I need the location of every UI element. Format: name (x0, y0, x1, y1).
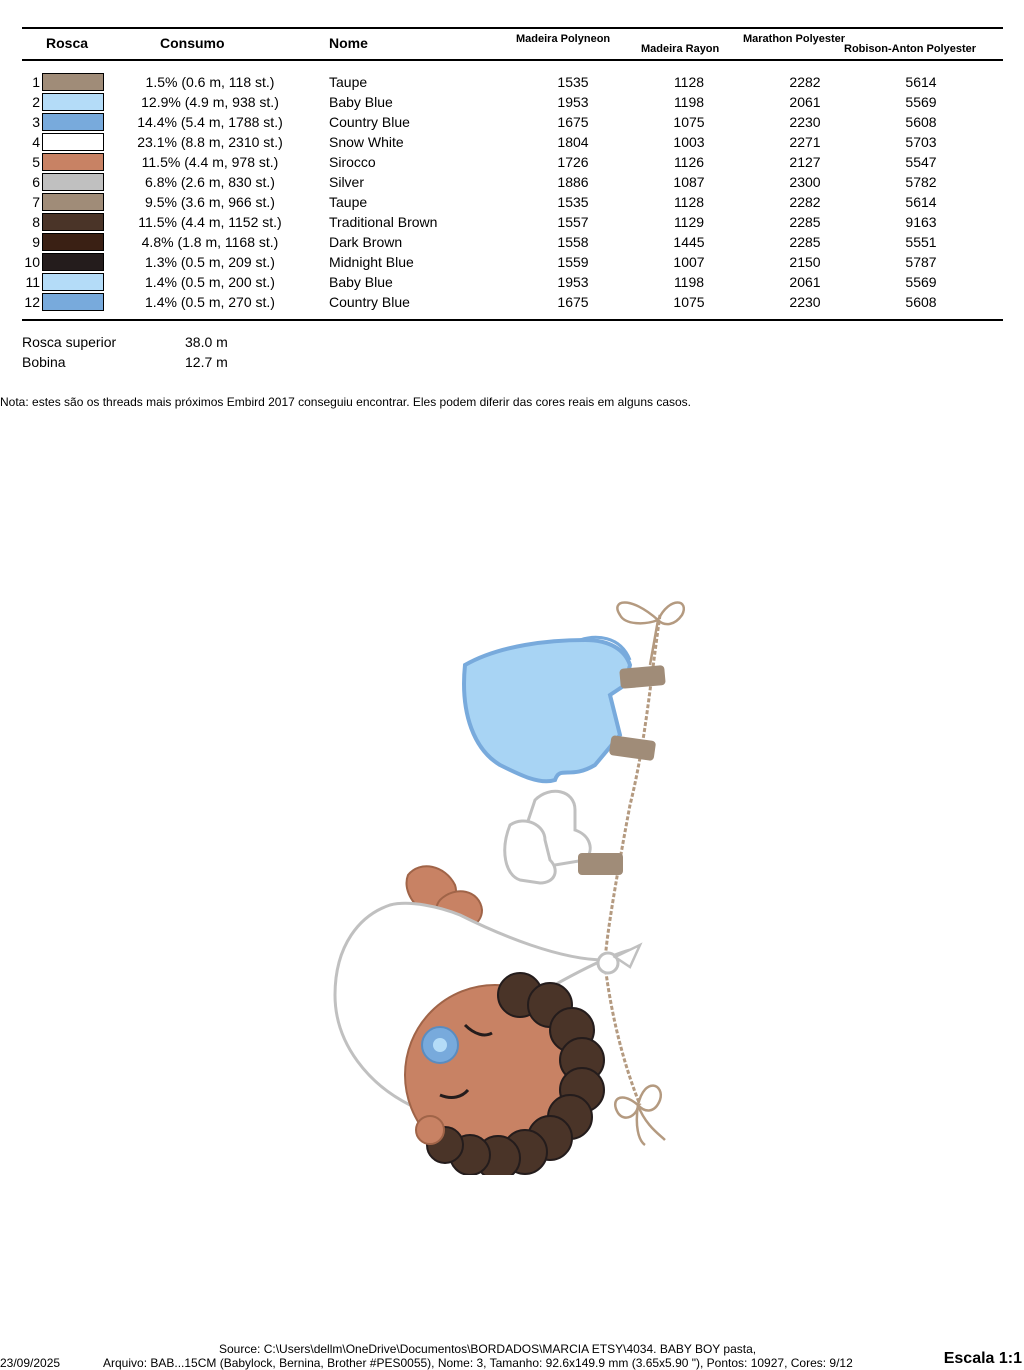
thread-color-swatch (42, 133, 104, 151)
thread-color-swatch (42, 173, 104, 191)
clothespin-1 (619, 665, 666, 689)
table-top-rule (22, 27, 1003, 29)
thread-consumo: 11.5% (4.4 m, 978 st.) (141, 154, 279, 170)
thread-madeira-rayon: 1075 (673, 294, 705, 310)
thread-consumo: 14.4% (5.4 m, 1788 st.) (137, 114, 283, 130)
header-robison-anton: Robison-Anton Polyester (844, 43, 977, 55)
scale-label: Escala 1:1 (943, 1350, 1022, 1367)
thread-number: 11 (25, 274, 40, 290)
thread-number: 3 (32, 114, 40, 130)
thread-robison-anton: 5703 (905, 134, 937, 150)
table-row (0, 252, 1024, 272)
thread-number: 8 (32, 214, 40, 230)
thread-name: Country Blue (329, 114, 410, 130)
thread-robison-anton: 5608 (905, 114, 937, 130)
thread-name: Traditional Brown (329, 214, 438, 230)
footer-arquivo: Arquivo: BAB...15CM (Babylock, Bernina, Brother #PES0055), Nome: 3, Tamanho: 92.6x149.9 mm (3.65x5.90 "), Pontos: 10927, Cores: 9/12 (103, 1356, 853, 1370)
thread-marathon: 2282 (789, 74, 821, 90)
header-bottom-rule (22, 59, 1003, 61)
header-marathon-polyester: Marathon Polyester (743, 33, 846, 45)
white-booties (505, 791, 590, 883)
thread-robison-anton: 5614 (905, 74, 937, 90)
rosca-superior-value: 38.0 m (185, 334, 228, 350)
table-bottom-rule (22, 319, 1003, 321)
thread-madeira-rayon: 1129 (673, 214, 705, 230)
table-row (0, 152, 1024, 172)
header-consumo: Consumo (160, 35, 225, 51)
thread-robison-anton: 5608 (905, 294, 937, 310)
thread-madeira-polyneon: 1557 (557, 214, 589, 230)
thread-consumo: 11.5% (4.4 m, 1152 st.) (138, 214, 282, 230)
thread-marathon: 2230 (789, 294, 821, 310)
thread-madeira-polyneon: 1953 (557, 94, 589, 110)
thread-number: 2 (32, 94, 40, 110)
thread-color-swatch (42, 233, 104, 251)
thread-color-swatch (42, 73, 104, 91)
thread-robison-anton: 5547 (905, 154, 937, 170)
thread-marathon: 2300 (789, 174, 821, 190)
blue-onesie (464, 637, 630, 781)
thread-consumo: 4.8% (1.8 m, 1168 st.) (141, 234, 279, 250)
thread-color-swatch (42, 253, 104, 271)
thread-madeira-polyneon: 1953 (557, 274, 589, 290)
thread-consumo: 6.8% (2.6 m, 830 st.) (145, 174, 275, 190)
thread-madeira-polyneon: 1559 (557, 254, 589, 270)
thread-name: Sirocco (329, 154, 376, 170)
note-text: Nota: estes são os threads mais próximos Embird 2017 conseguiu encontrar. Eles podem diferir das cores reais em alguns casos. (0, 395, 692, 409)
thread-name: Baby Blue (329, 274, 393, 290)
thread-madeira-rayon: 1087 (673, 174, 705, 190)
clothespin-3 (578, 853, 623, 875)
thread-madeira-polyneon: 1675 (557, 114, 589, 130)
thread-number: 4 (32, 134, 40, 150)
table-row (0, 72, 1024, 92)
header-nome: Nome (329, 35, 368, 51)
thread-number: 6 (32, 174, 40, 190)
thread-robison-anton: 5787 (905, 254, 937, 270)
footer-date: 23/09/2025 (0, 1356, 61, 1370)
thread-name: Dark Brown (329, 234, 403, 250)
thread-marathon: 2230 (789, 114, 821, 130)
embroidery-design-illustration (320, 585, 690, 1175)
thread-color-swatch (42, 273, 104, 291)
header-rosca: Rosca (46, 35, 89, 51)
thread-color-swatch (42, 93, 104, 111)
table-row (0, 92, 1024, 112)
thread-madeira-rayon: 1003 (673, 134, 705, 150)
thread-madeira-polyneon: 1535 (557, 74, 589, 90)
bobina-value: 12.7 m (185, 354, 228, 370)
thread-color-swatch (42, 113, 104, 131)
thread-name: Taupe (329, 194, 368, 210)
thread-robison-anton: 5569 (905, 274, 937, 290)
thread-madeira-rayon: 1198 (673, 274, 705, 290)
table-row (0, 172, 1024, 192)
thread-marathon: 2271 (789, 134, 821, 150)
table-row (0, 292, 1024, 312)
thread-name: Snow White (329, 134, 404, 150)
thread-color-swatch (42, 213, 104, 231)
bobina-label: Bobina (22, 354, 66, 370)
header-madeira-rayon: Madeira Rayon (641, 43, 720, 55)
thread-number: 10 (24, 254, 40, 270)
thread-marathon: 2127 (789, 154, 821, 170)
thread-madeira-rayon: 1128 (673, 74, 705, 90)
thread-number: 1 (32, 74, 40, 90)
table-row (0, 192, 1024, 212)
thread-marathon: 2150 (789, 254, 821, 270)
thread-madeira-rayon: 1126 (673, 154, 705, 170)
thread-marathon: 2061 (789, 94, 821, 110)
thread-number: 7 (32, 194, 40, 210)
thread-consumo: 9.5% (3.6 m, 966 st.) (145, 194, 275, 210)
thread-number: 5 (32, 154, 40, 170)
thread-number: 9 (32, 234, 40, 250)
thread-madeira-polyneon: 1675 (557, 294, 589, 310)
clothespin-2 (609, 735, 656, 761)
thread-consumo: 1.4% (0.5 m, 200 st.) (145, 274, 275, 290)
table-row (0, 132, 1024, 152)
thread-consumo: 1.3% (0.5 m, 209 st.) (145, 254, 275, 270)
thread-color-swatch (42, 193, 104, 211)
thread-color-swatch (42, 293, 104, 311)
thread-name: Country Blue (329, 294, 410, 310)
thread-madeira-rayon: 1007 (673, 254, 705, 270)
thread-madeira-rayon: 1198 (673, 94, 705, 110)
thread-name: Baby Blue (329, 94, 393, 110)
rosca-superior-label: Rosca superior (22, 334, 117, 350)
table-row (0, 212, 1024, 232)
thread-consumo: 1.4% (0.5 m, 270 st.) (145, 294, 275, 310)
thread-consumo: 23.1% (8.8 m, 2310 st.) (137, 134, 283, 150)
header-madeira-polyneon: Madeira Polyneon (516, 33, 611, 45)
thread-color-swatch (42, 153, 104, 171)
thread-madeira-rayon: 1445 (673, 234, 705, 250)
thread-consumo: 1.5% (0.6 m, 118 st.) (145, 74, 275, 90)
thread-robison-anton: 9163 (905, 214, 937, 230)
thread-consumo: 12.9% (4.9 m, 938 st.) (141, 94, 279, 110)
thread-madeira-polyneon: 1558 (557, 234, 589, 250)
thread-robison-anton: 5782 (905, 174, 937, 190)
thread-robison-anton: 5569 (905, 94, 937, 110)
table-row (0, 272, 1024, 292)
thread-robison-anton: 5614 (905, 194, 937, 210)
thread-marathon: 2285 (789, 234, 821, 250)
thread-madeira-rayon: 1128 (673, 194, 705, 210)
bottom-bow (615, 1086, 665, 1145)
thread-marathon: 2061 (789, 274, 821, 290)
thread-madeira-polyneon: 1726 (557, 154, 589, 170)
thread-madeira-polyneon: 1535 (557, 194, 589, 210)
thread-name: Taupe (329, 74, 368, 90)
thread-robison-anton: 5551 (905, 234, 937, 250)
thread-madeira-polyneon: 1886 (557, 174, 589, 190)
thread-madeira-polyneon: 1804 (557, 134, 589, 150)
thread-marathon: 2282 (789, 194, 821, 210)
thread-marathon: 2285 (789, 214, 821, 230)
table-row (0, 112, 1024, 132)
table-row (0, 232, 1024, 252)
footer-source: Source: C:\Users\dellm\OneDrive\Documentos\BORDADOS\MARCIA ETSY\4034. BABY BOY pasta, (219, 1342, 757, 1356)
thread-name: Silver (329, 174, 365, 190)
thread-name: Midnight Blue (329, 254, 414, 270)
thread-madeira-rayon: 1075 (673, 114, 705, 130)
thread-number: 12 (24, 294, 40, 310)
